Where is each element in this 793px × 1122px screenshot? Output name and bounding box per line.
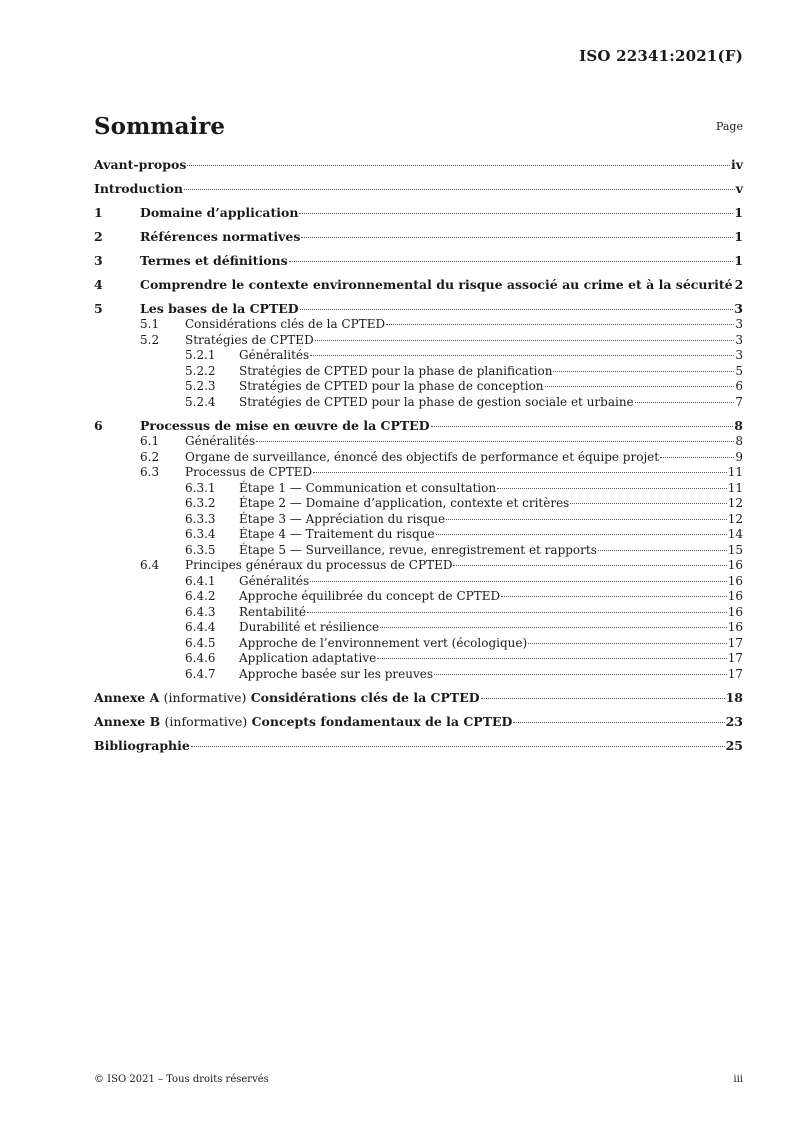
toc-entry-page: 1: [734, 229, 743, 244]
toc-entry-number: 6.4.3: [185, 604, 216, 619]
toc-entry-page: 11: [727, 465, 743, 479]
toc-entry-6-4-5[interactable]: [94, 636, 743, 652]
toc-entry-number: 6.4.6: [185, 651, 216, 665]
toc-entry-number: 6.4.1: [185, 573, 216, 588]
toc-entry-title: Considérations clés de la CPTED: [185, 317, 386, 331]
toc-entry-6-3-1[interactable]: [94, 481, 743, 497]
dot-leader: [256, 441, 734, 442]
annex-type: (informative): [163, 690, 247, 705]
dot-leader: [434, 674, 727, 675]
toc-entry-6-4-2[interactable]: [94, 589, 743, 605]
toc-entry-title: Approche basée sur les preuves: [239, 666, 434, 681]
dot-leader: [184, 189, 735, 190]
toc-entry-number: 5.2.4: [185, 394, 216, 409]
toc-entry-number: 6.4.2: [185, 589, 216, 603]
toc-entry-page: 1: [734, 253, 743, 268]
toc-entry-page: 8: [734, 418, 743, 433]
toc-entry-6-3[interactable]: [94, 465, 743, 481]
toc-entry-title: Généralités: [239, 573, 310, 588]
toc-entry-page: 2: [734, 277, 744, 292]
toc-entry-page: 15: [727, 542, 743, 557]
toc-entry-number: 6.1: [140, 434, 160, 448]
dot-leader: [528, 643, 727, 644]
toc-entry-page: 7: [735, 394, 743, 409]
toc-entry-title: [94, 689, 480, 706]
toc-entry-title: Processus de mise en œuvre de la CPTED: [140, 418, 430, 433]
toc-entry-number: 4: [94, 277, 103, 292]
toc-entry-page: v: [735, 181, 743, 196]
toc-entry-title: Les bases de la CPTED: [140, 301, 299, 316]
toc-entry-6-4-7[interactable]: [94, 667, 743, 683]
toc-entry-number: 6.2: [140, 449, 160, 464]
toc-entry-title: Comprendre le contexte environnemental du risque associé au crime et à la sécurité: [140, 277, 733, 292]
dot-leader: [289, 261, 734, 262]
toc-entry-number: 6.3.1: [185, 480, 216, 495]
toc-entry-number: 6.3.5: [185, 542, 216, 557]
toc-entry-title: Étape 5 — Surveillance, revue, enregistrement et rapports: [239, 542, 597, 557]
toc-entry-number: 6.4.5: [185, 635, 216, 650]
footer-page-number: iii: [733, 1074, 743, 1085]
dot-leader: [310, 355, 734, 356]
toc-entry-title: Approche de l’environnement vert (écologique): [239, 635, 528, 650]
toc-entry-page: 11: [727, 480, 743, 495]
toc-entry-6[interactable]: [94, 417, 743, 434]
toc-entry-6-3-3[interactable]: [94, 512, 743, 528]
dot-leader: [635, 402, 735, 403]
toc-entry-title: Introduction: [94, 181, 184, 196]
dot-leader: [497, 488, 727, 489]
toc-entry-number: 6.3.3: [185, 511, 216, 526]
toc-entry-6-4-6[interactable]: [94, 651, 743, 667]
toc-entry-bibliography[interactable]: [94, 737, 743, 754]
dot-leader: [436, 534, 727, 535]
toc-entry-6-3-2[interactable]: [94, 496, 743, 512]
toc-entry-page: 17: [727, 635, 743, 650]
toc-entry-number: 6.3.2: [185, 496, 216, 510]
toc-entry-page: 16: [727, 573, 743, 588]
toc-entry-page: 3: [734, 301, 743, 316]
toc-entry-6-2[interactable]: [94, 450, 743, 466]
toc-entry-2[interactable]: [94, 228, 743, 245]
toc-entry-number: 6.4.7: [185, 666, 216, 681]
toc-entry-title: Processus de CPTED: [185, 465, 313, 479]
annex-type: (informative): [164, 714, 248, 729]
toc-entry-title: Bibliographie: [94, 738, 190, 753]
dot-leader: [545, 386, 735, 387]
dot-leader: [313, 472, 727, 473]
annex-label: Annexe A: [94, 690, 160, 705]
dot-leader: [307, 612, 727, 613]
toc-entry-page: 8: [735, 434, 743, 448]
dot-leader: [513, 722, 724, 723]
toc-entry-5-2-4[interactable]: [94, 395, 743, 411]
toc-entry-page: 6: [735, 379, 743, 393]
toc-entry-number: 6.3.4: [185, 527, 216, 541]
annex-title: Considérations clés de la CPTED: [250, 690, 480, 705]
footer-copyright: © ISO 2021 – Tous droits réservés: [94, 1074, 269, 1085]
annex-label: Annexe B: [94, 714, 161, 729]
toc-entry-title: Étape 1 — Communication et consultation: [239, 480, 497, 495]
toc-entry-page: 12: [727, 496, 743, 510]
toc-entry-page: 18: [725, 690, 743, 705]
toc-entry-title: Généralités: [185, 434, 256, 448]
toc-entry-page: 16: [727, 589, 743, 603]
toc-entry-4[interactable]: [94, 276, 743, 293]
toc-entry-number: 5.2: [140, 332, 160, 347]
toc-entry-title: Organe de surveillance, énoncé des objectifs de performance et équipe projet: [185, 449, 660, 464]
toc-entry-number: 5.1: [140, 317, 160, 331]
toc-entry-6-4[interactable]: [94, 558, 743, 574]
toc-entry-5-2-2[interactable]: [94, 364, 743, 380]
toc-entry-title: Stratégies de CPTED pour la phase de gestion sociale et urbaine: [239, 394, 634, 409]
toc-entry-number: 5: [94, 301, 103, 316]
toc-entry-6-4-4[interactable]: [94, 620, 743, 636]
toc-entry-number: 5.2.2: [185, 363, 216, 378]
dot-leader: [191, 746, 725, 747]
toc-entry-3[interactable]: [94, 252, 743, 269]
toc-entry-title: Avant-propos: [94, 157, 187, 172]
dot-leader: [570, 503, 726, 504]
toc-entry-page: 17: [727, 651, 743, 665]
dot-leader: [380, 627, 727, 628]
dot-leader: [315, 340, 735, 341]
toc-entry-number: 6.3: [140, 465, 160, 479]
toc-entry-title: Durabilité et résilience: [239, 620, 380, 634]
toc-entry-page: 3: [735, 332, 743, 347]
toc-entry-number: 6.4.4: [185, 620, 216, 634]
toc-entry-page: 12: [727, 511, 743, 526]
dot-leader: [386, 324, 734, 325]
toc-entry-1[interactable]: [94, 204, 743, 221]
toc-entry-6-4-1[interactable]: [94, 574, 743, 590]
toc-entry-title: Termes et définitions: [140, 253, 288, 268]
dot-leader: [660, 457, 734, 458]
toc-entry-title: Étape 2 — Domaine d’application, contexte et critères: [239, 496, 570, 510]
toc-entry-6-3-4[interactable]: [94, 527, 743, 543]
document-id: ISO 22341:2021(F): [579, 47, 743, 65]
toc-entry-annex-a[interactable]: [94, 689, 743, 706]
toc-entry-page: 9: [735, 449, 743, 464]
toc-entry-title: Rentabilité: [239, 604, 306, 619]
toc-entry-title: Domaine d’application: [140, 205, 299, 220]
dot-leader: [598, 550, 727, 551]
toc-entry-title: Approche équilibrée du concept de CPTED: [239, 589, 501, 603]
toc-entry-number: 5.2.1: [185, 348, 216, 362]
toc-entry-6-3-5[interactable]: [94, 543, 743, 559]
toc-entry-number: 5.2.3: [185, 379, 216, 393]
toc-entry-page: 14: [727, 527, 743, 541]
table-of-contents: [94, 156, 743, 754]
toc-entry-title: Stratégies de CPTED: [185, 332, 314, 347]
toc-entry-foreword[interactable]: [94, 156, 743, 173]
dot-leader: [310, 581, 727, 582]
toc-entry-number: 1: [94, 205, 103, 220]
toc-entry-6-4-3[interactable]: [94, 605, 743, 621]
toc-entry-title: Application adaptative: [239, 651, 377, 665]
toc-entry-5[interactable]: [94, 300, 743, 317]
toc-entry-title: Étape 3 — Appréciation du risque: [239, 511, 446, 526]
dot-leader: [446, 519, 727, 520]
toc-entry-page: 5: [735, 363, 743, 378]
toc-entry-title: Références normatives: [140, 229, 301, 244]
toc-entry-introduction[interactable]: [94, 180, 743, 197]
toc-entry-5-2-3[interactable]: [94, 379, 743, 395]
dot-leader: [553, 371, 734, 372]
toc-entry-title: Stratégies de CPTED pour la phase de conception: [239, 379, 544, 393]
toc-entry-page: 25: [725, 738, 743, 753]
dot-leader: [187, 165, 730, 166]
toc-entry-6-1[interactable]: [94, 434, 743, 450]
dot-leader: [301, 237, 733, 238]
toc-title: Sommaire: [94, 113, 226, 140]
toc-entry-page: 16: [727, 558, 743, 572]
toc-entry-page: iv: [730, 157, 743, 172]
toc-entry-page: 3: [735, 317, 743, 331]
dot-leader: [453, 565, 726, 566]
toc-entry-page: 16: [727, 620, 743, 634]
toc-entry-title: Stratégies de CPTED pour la phase de planification: [239, 363, 553, 378]
toc-entry-number: 2: [94, 229, 103, 244]
dot-leader: [299, 213, 733, 214]
toc-entry-page: 16: [727, 604, 743, 619]
toc-entry-title: Principes généraux du processus de CPTED: [185, 558, 453, 572]
toc-entry-page: 1: [734, 205, 743, 220]
toc-entry-title: Étape 4 — Traitement du risque: [239, 527, 435, 541]
dot-leader: [377, 658, 727, 659]
toc-entry-number: 6: [94, 418, 103, 433]
dot-leader: [501, 596, 727, 597]
toc-entry-5-1[interactable]: [94, 317, 743, 333]
toc-entry-title: [94, 713, 512, 730]
toc-entry-number: 6.4: [140, 558, 160, 572]
dot-leader: [300, 309, 734, 310]
toc-entry-title: Généralités: [239, 348, 310, 362]
toc-entry-page: 3: [735, 348, 743, 362]
toc-entry-annex-b[interactable]: [94, 713, 743, 730]
toc-entry-page: 23: [725, 714, 743, 729]
dot-leader: [481, 698, 725, 699]
toc-entry-page: 17: [727, 666, 743, 681]
annex-title: Concepts fondamentaux de la CPTED: [251, 714, 513, 729]
page-column-label: Page: [715, 120, 743, 133]
toc-entry-5-2[interactable]: [94, 333, 743, 349]
toc-entry-5-2-1[interactable]: [94, 348, 743, 364]
toc-entry-number: 3: [94, 253, 103, 268]
dot-leader: [431, 426, 734, 427]
